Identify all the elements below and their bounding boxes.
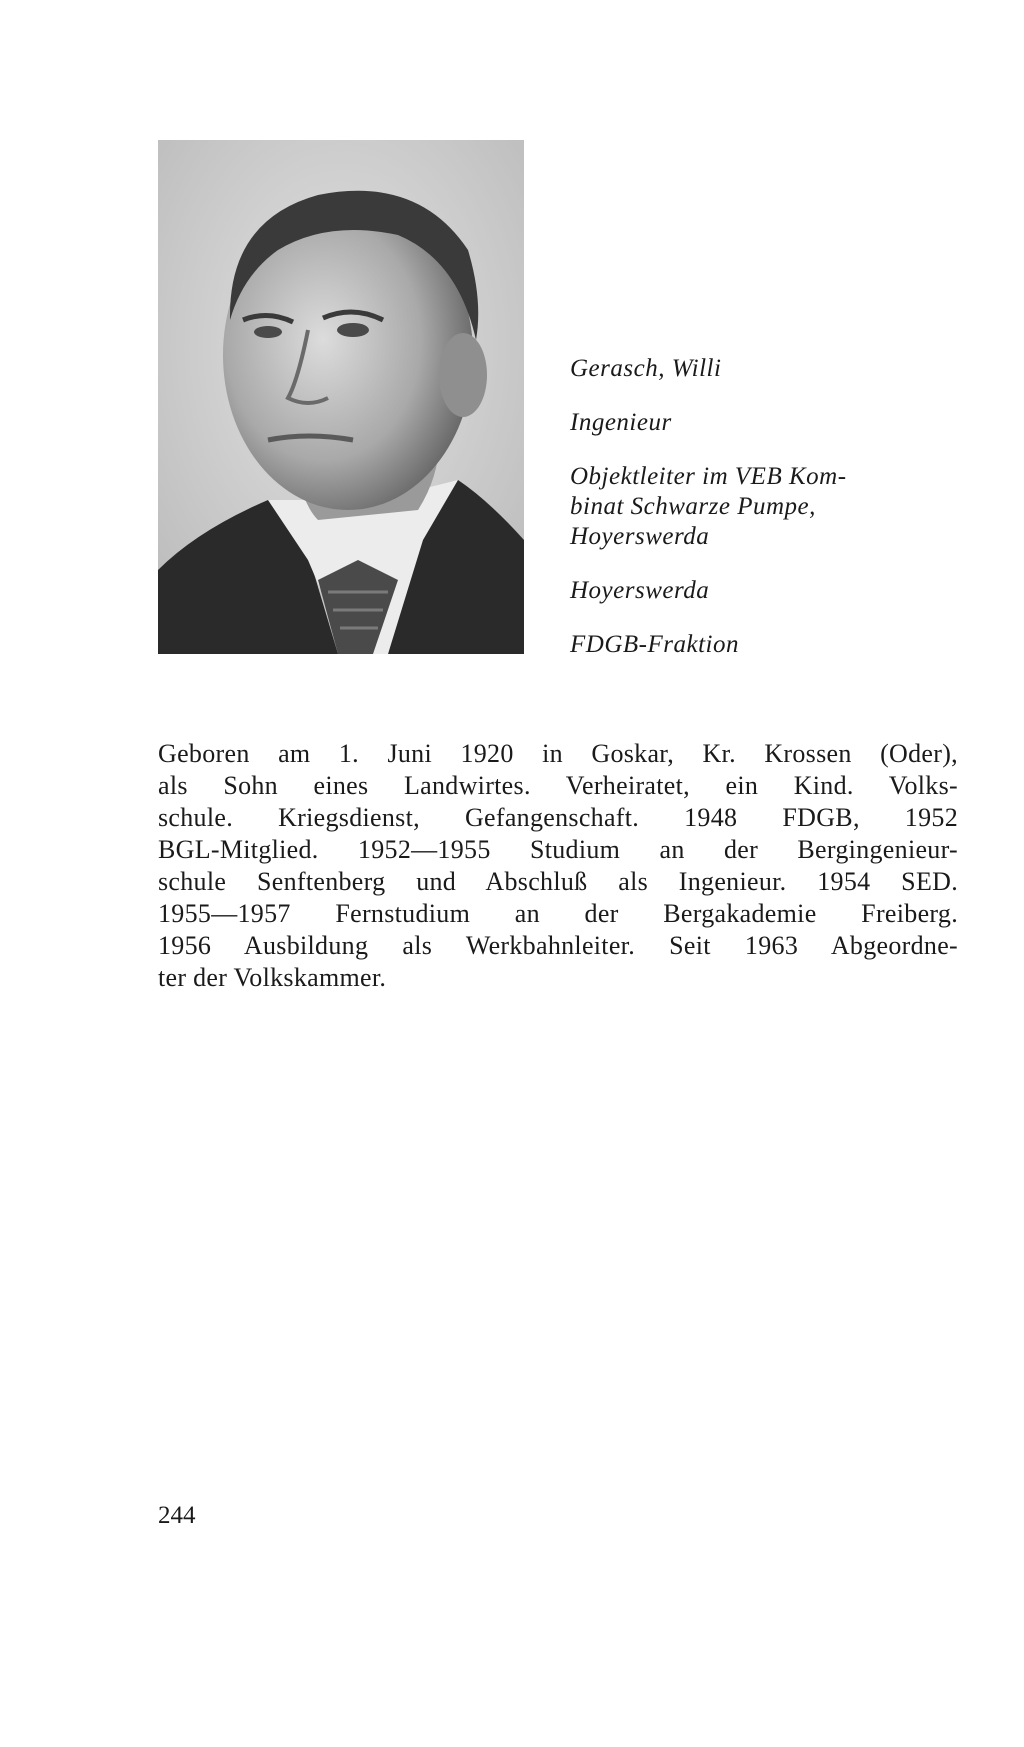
biography-line: 1955—1957 Fernstudium an der Bergakademie Freiberg. [158, 899, 958, 928]
faction: FDGB-Fraktion [570, 631, 739, 658]
position: Objektleiter im VEB Kom- binat Schwarze Pumpe, Hoyerswerda [570, 463, 847, 550]
biography-paragraph [158, 738, 958, 994]
biography-line: als Sohn eines Landwirtes. Verheiratet, ein Kind. Volks- [158, 771, 958, 800]
portrait-photo [158, 140, 524, 654]
page-number: 244 [158, 1502, 196, 1529]
person-name: Gerasch, Willi [570, 355, 722, 382]
constituency: Hoyerswerda [570, 577, 710, 604]
portrait-illustration [158, 140, 524, 654]
biography-line: schule. Kriegsdienst, Gefangenschaft. 1948 FDGB, 1952 [158, 803, 958, 832]
biography-line: schule Senftenberg und Abschluß als Ingenieur. 1954 SED. [158, 867, 958, 896]
biography-line: 1956 Ausbildung als Werkbahnleiter. Seit 1963 Abgeordne- [158, 931, 958, 960]
entry-details [570, 354, 950, 684]
biography-line: ter der Volkskammer. [158, 963, 387, 992]
profession: Ingenieur [570, 409, 672, 436]
biography-line: Geboren am 1. Juni 1920 in Goskar, Kr. Krossen (Oder), [158, 739, 958, 768]
biography-line: BGL-Mitglied. 1952—1955 Studium an der Bergingenieur- [158, 835, 958, 864]
